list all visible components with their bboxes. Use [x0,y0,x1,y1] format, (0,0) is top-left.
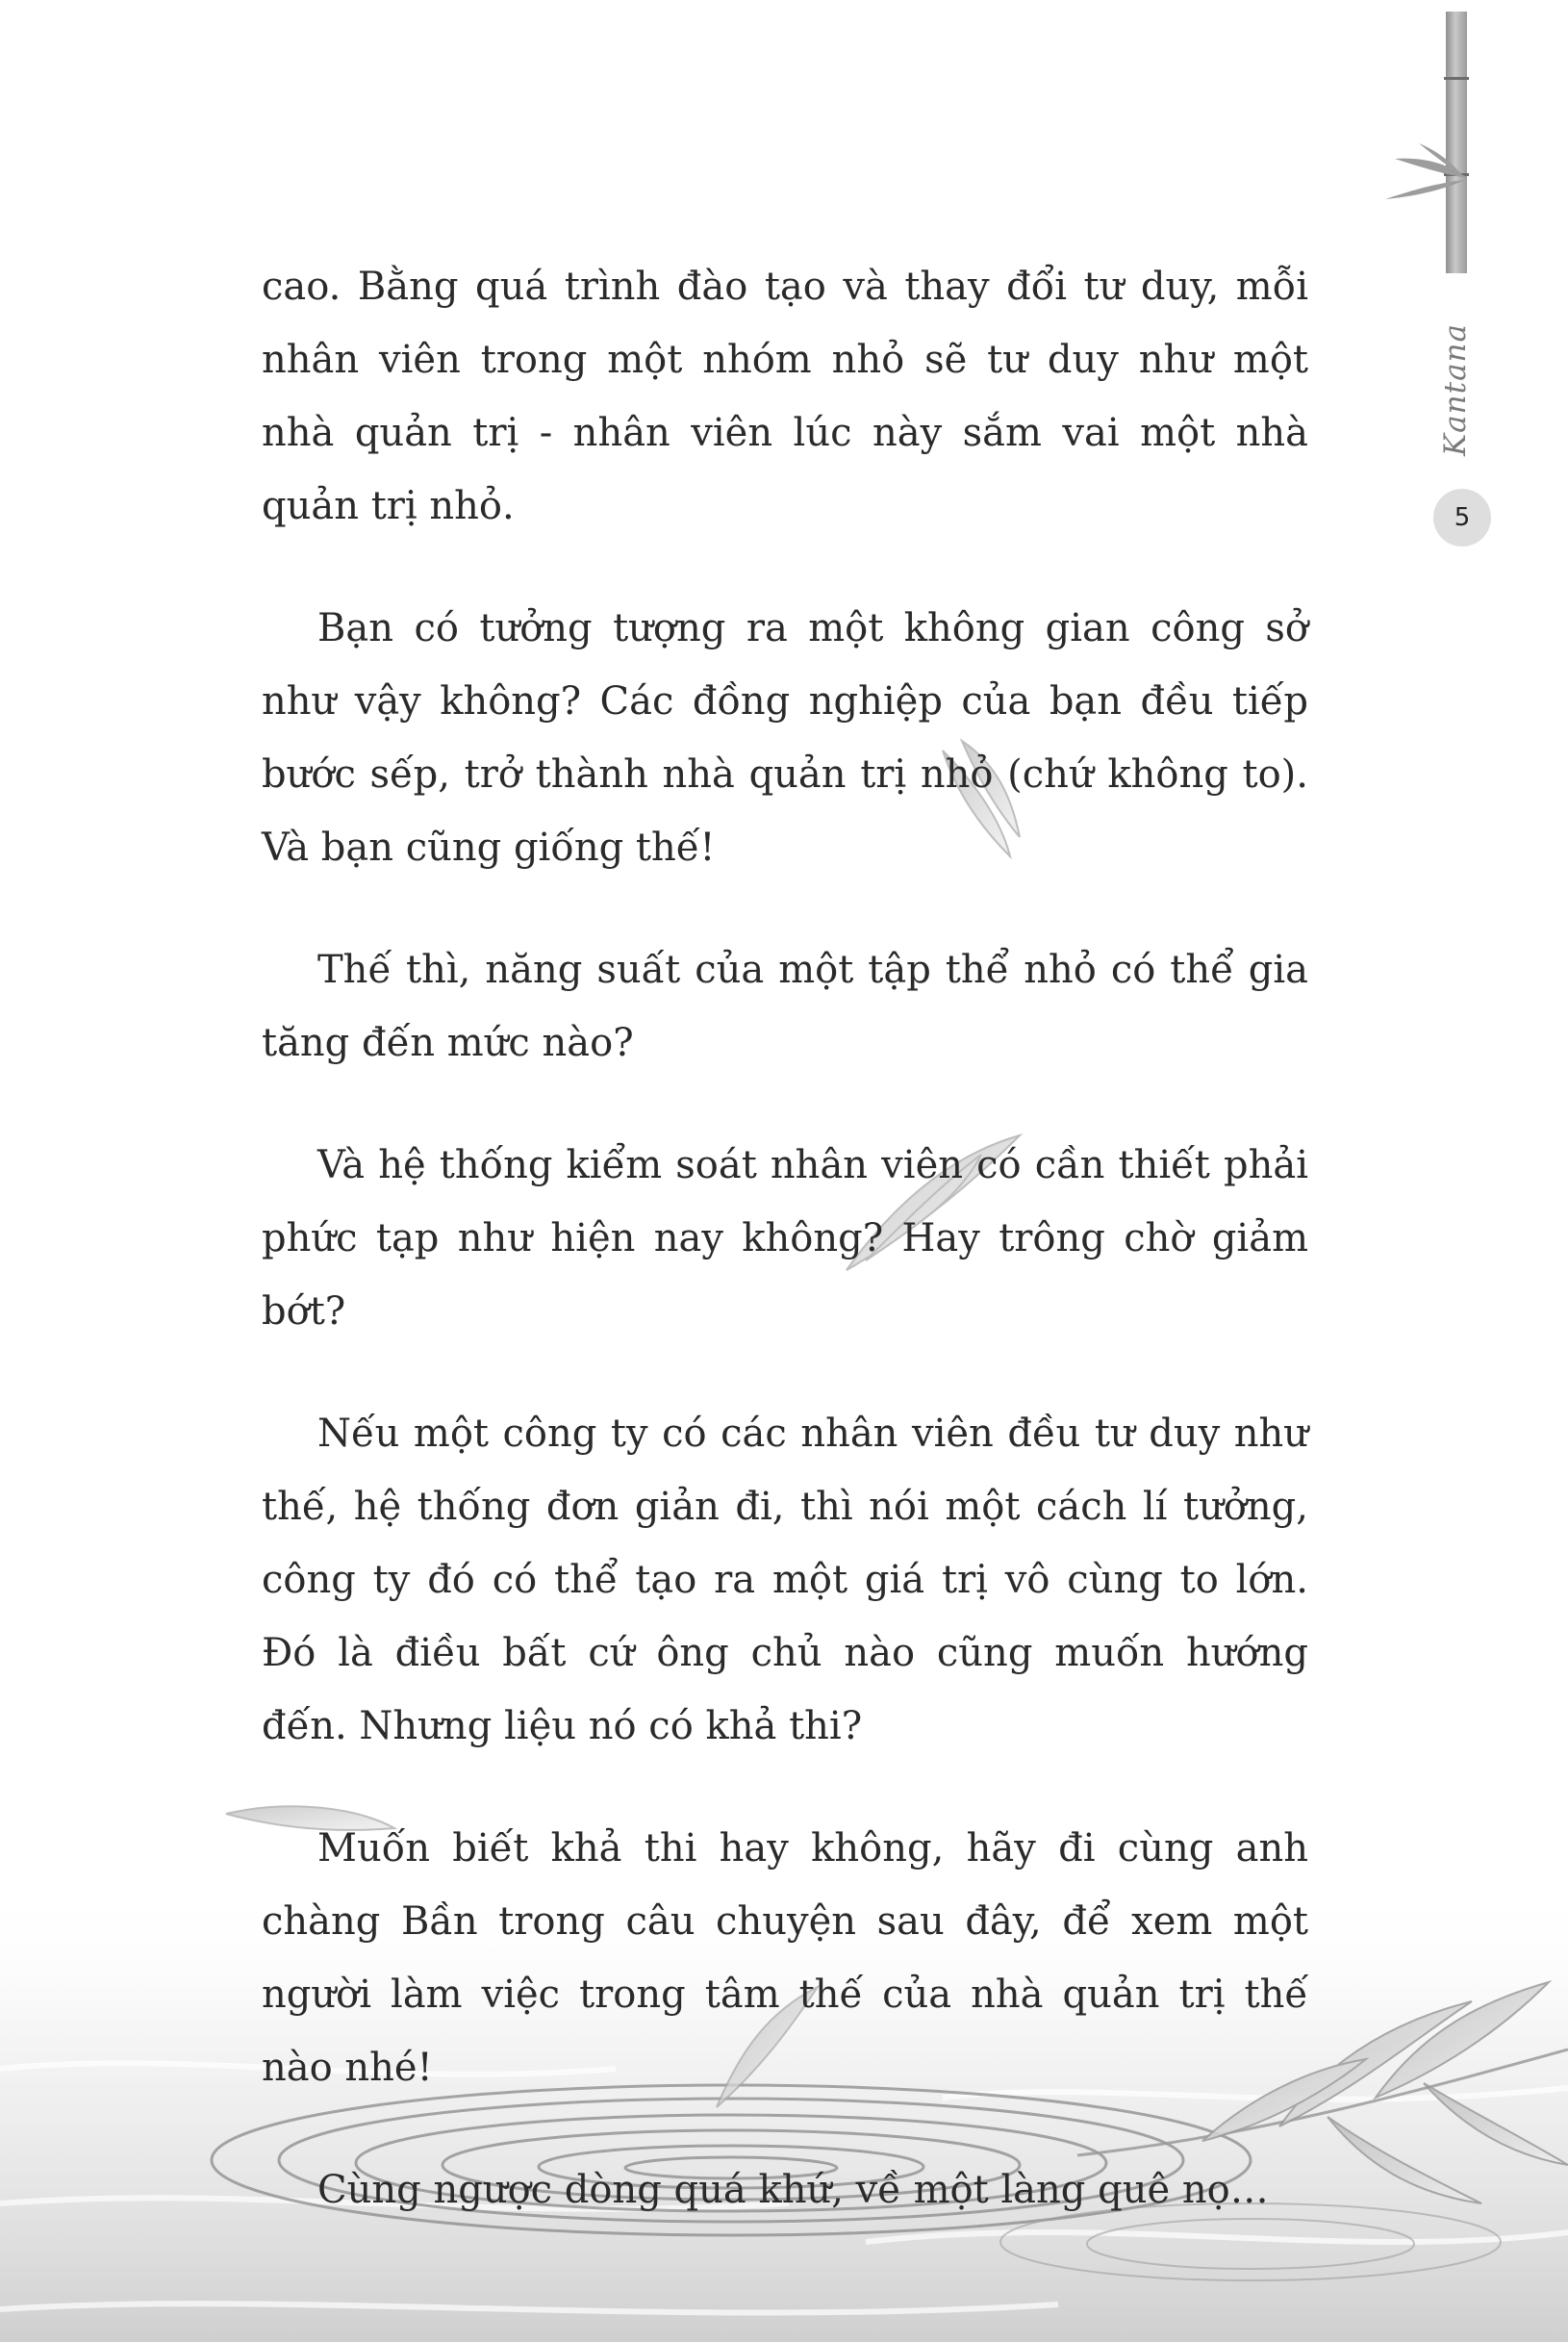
book-title-text: Kantana [1438,323,1473,456]
paragraph: Và hệ thống kiểm soát nhân viên có cần thiết phải phức tạp như hiện nay không? Hay trông chờ giảm bớt? [262,1143,1308,1334]
bamboo-leaf-icon [1380,140,1472,207]
bamboo-node [1444,77,1469,80]
paragraph: Nếu một công ty có các nhân viên đều tư duy như thế, hệ thống đơn giản đi, thì nói một cách lí tưởng, công ty đó có thể tạo ra một giá trị vô cùng to lớn. Đó là điều bất cứ ông chủ nào cũng muốn hướng đến. Nhưng liệu nó có khả thi? [262,1412,1308,1748]
paragraph: Muốn biết khả thi hay không, hãy đi cùng anh chàng Bần trong câu chuyện sau đây, để xem một người làm việc trong tâm thế của nhà quản trị thế nào nhé! [262,1826,1308,2090]
running-header-book-title [1431,318,1479,462]
paragraph: Cùng ngược dòng quá khứ, về một làng quê nọ… [317,2168,1269,2212]
page-number-badge [1433,489,1491,547]
paragraph: cao. Bằng quá trình đào tạo và thay đổi tư duy, mỗi nhân viên trong một nhóm nhỏ sẽ tư duy như một nhà quản trị - nhân viên lúc này sắm vai một nhà quản trị nhỏ. [262,265,1308,528]
body-text [262,250,1308,2276]
page-number-text: 5 [1454,503,1471,532]
paragraph: Bạn có tưởng tượng ra một không gian công sở như vậy không? Các đồng nghiệp của bạn đều tiếp bước sếp, trở thành nhà quản trị nhỏ (chứ không to). Và bạn cũng giống thế! [262,606,1308,870]
paragraph: Thế thì, năng suất của một tập thể nhỏ có thể gia tăng đến mức nào? [262,948,1308,1065]
